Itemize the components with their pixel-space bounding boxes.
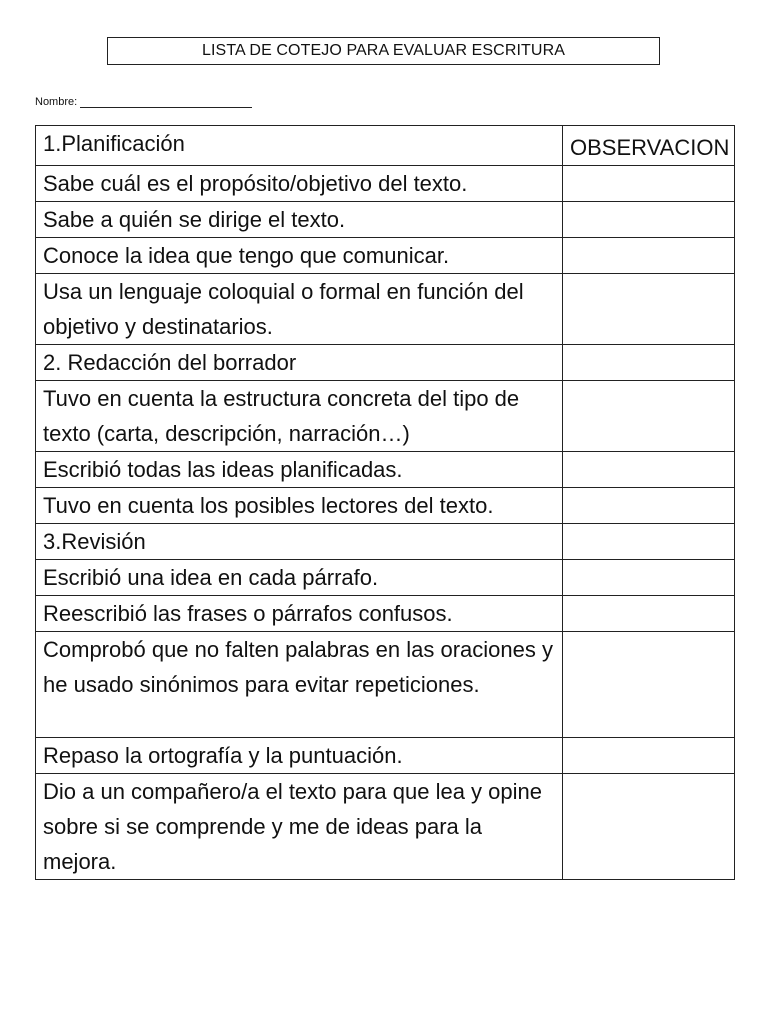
table-row <box>36 452 735 488</box>
table-row <box>36 274 735 345</box>
table-row <box>36 381 735 452</box>
criterion-cell: Tuvo en cuenta la estructura concreta del tipo de texto (carta, descripción, narración…) <box>36 381 563 452</box>
observation-cell <box>563 345 735 381</box>
criterion-cell: Escribió una idea en cada párrafo. <box>36 560 563 596</box>
observation-header: OBSERVACION <box>563 126 735 166</box>
table-row <box>36 596 735 632</box>
criterion-cell: Escribió todas las ideas planificadas. <box>36 452 563 488</box>
section-heading-redaccion: 2. Redacción del borrador <box>36 345 563 381</box>
observation-cell <box>563 381 735 452</box>
table-row <box>36 632 735 738</box>
criterion-cell: Reescribió las frases o párrafos confusos. <box>36 596 563 632</box>
criterion-cell: Usa un lenguaje coloquial o formal en función del objetivo y destinatarios. <box>36 274 563 345</box>
criterion-cell: Sabe cuál es el propósito/objetivo del texto. <box>36 166 563 202</box>
document-title <box>107 37 660 65</box>
criterion-cell: Comprobó que no falten palabras en las oraciones y he usado sinónimos para evitar repeticiones. <box>36 632 563 738</box>
criterion-cell: Repaso la ortografía y la puntuación. <box>36 738 563 774</box>
observation-cell <box>563 452 735 488</box>
document-title-text: LISTA DE COTEJO PARA EVALUAR ESCRITURA <box>202 42 565 59</box>
criterion-cell: Dio a un compañero/a el texto para que lea y opine sobre si se comprende y me de ideas para la mejora. <box>36 774 563 880</box>
table-row <box>36 488 735 524</box>
table-row <box>36 202 735 238</box>
observation-cell <box>563 632 735 738</box>
section-heading-revision: 3.Revisión <box>36 524 563 560</box>
name-blank-line <box>80 97 252 108</box>
table-row <box>36 524 735 560</box>
criterion-cell: Sabe a quién se dirige el texto. <box>36 202 563 238</box>
section-heading-planificacion: 1.Planificación <box>36 126 563 166</box>
table-row <box>36 738 735 774</box>
table-row <box>36 126 735 166</box>
observation-cell <box>563 738 735 774</box>
table-row <box>36 774 735 880</box>
table-row <box>36 166 735 202</box>
observation-cell <box>563 238 735 274</box>
observation-cell <box>563 202 735 238</box>
criterion-cell: Tuvo en cuenta los posibles lectores del texto. <box>36 488 563 524</box>
observation-cell <box>563 560 735 596</box>
observation-cell <box>563 488 735 524</box>
checklist-table <box>35 125 735 880</box>
observation-cell <box>563 166 735 202</box>
observation-cell <box>563 774 735 880</box>
observation-cell <box>563 596 735 632</box>
table-row <box>36 560 735 596</box>
name-label: Nombre: <box>35 96 78 108</box>
observation-cell <box>563 274 735 345</box>
criterion-cell: Conoce la idea que tengo que comunicar. <box>36 238 563 274</box>
table-row <box>36 238 735 274</box>
name-field <box>35 96 252 108</box>
table-row <box>36 345 735 381</box>
observation-cell <box>563 524 735 560</box>
